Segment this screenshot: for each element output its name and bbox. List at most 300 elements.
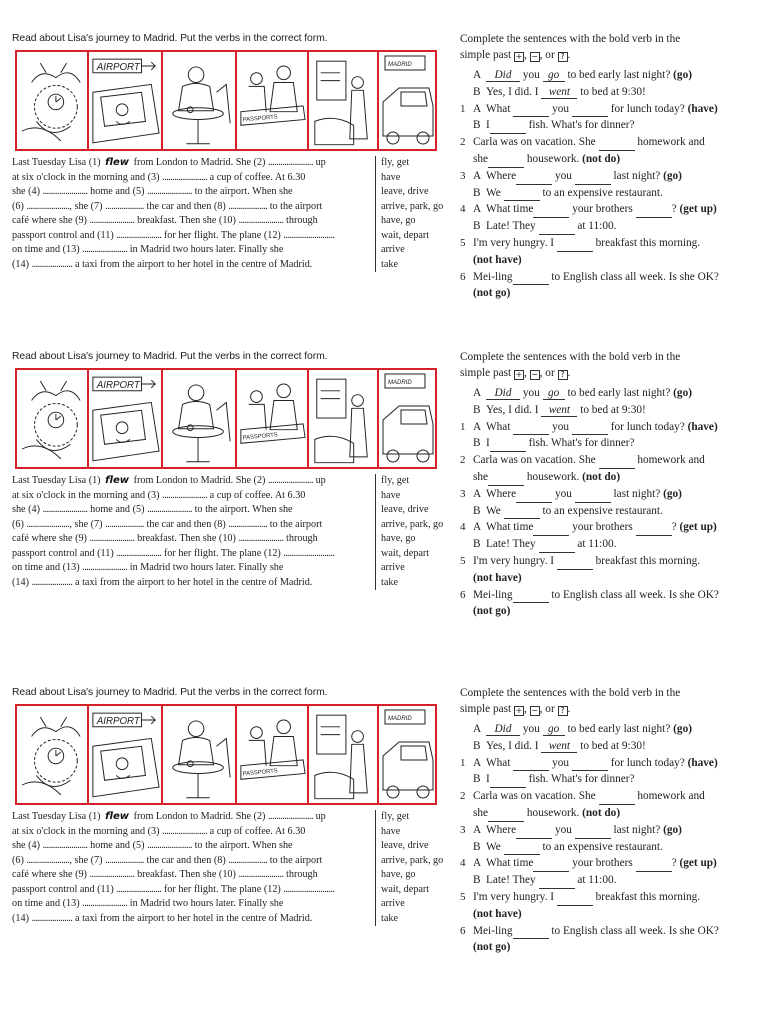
question-text: Mei-ling (473, 270, 513, 283)
airport-sign-text: AIRPORT (96, 61, 140, 73)
question-4-a (460, 519, 760, 536)
heading-line-1: Complete the sentences with the bold verb in the (460, 351, 681, 363)
question-text: you (554, 487, 572, 500)
exercise-heading (460, 350, 760, 383)
gap-7[interactable]: ................... (105, 200, 144, 212)
question-text: breakfast this morning. (595, 236, 701, 249)
story-line-3-end: to the airport. When she (194, 504, 293, 515)
example-line-b (460, 738, 760, 755)
speaker-label: B (473, 437, 481, 450)
gap-4[interactable]: ...................... (42, 504, 88, 515)
gap-8[interactable]: ................... (228, 854, 268, 866)
panel-taxi (379, 370, 435, 467)
question-number: 2 (460, 790, 466, 803)
question-number: 1 (460, 756, 466, 769)
question-text: to English class all week. Is she OK? (551, 270, 719, 283)
question-6-a (460, 269, 760, 286)
panel-taxi (379, 52, 435, 149)
speaker-label: A (473, 521, 482, 534)
question-text: fish. What's for dinner? (528, 119, 635, 132)
answer-blank[interactable] (504, 189, 540, 201)
speaker-label: B (473, 538, 481, 551)
story-line-7-end: in Madrid two hours later. Finally she (129, 898, 284, 909)
example-text: Yes, I did. I (486, 85, 539, 98)
panel-driving-car (89, 706, 163, 803)
gap-4[interactable]: ...................... (42, 186, 88, 197)
story-line-7-start: on time and (13) (12, 898, 80, 909)
gap-12[interactable]: ......................... (283, 883, 335, 895)
answer-blank[interactable] (572, 105, 608, 117)
question-5-b (460, 570, 760, 587)
question-4-a (460, 855, 760, 872)
question-text: housework. (526, 806, 580, 819)
question-box-icon: ? (558, 52, 568, 62)
answer-blank[interactable] (533, 860, 569, 872)
answer-blank[interactable] (533, 524, 569, 536)
answer-blank[interactable] (572, 759, 608, 771)
question-text: Mei-ling (473, 588, 513, 601)
story-line-3-start: she (4) (12, 840, 41, 851)
gap-6[interactable]: ..................... (26, 854, 70, 866)
question-2-a (460, 788, 760, 805)
example-text: to bed early last night? (567, 723, 671, 735)
answer-blank[interactable] (575, 173, 611, 185)
bold-verb: (go) (663, 823, 682, 836)
verb-item: take (381, 576, 398, 588)
example-answer-went: went (541, 86, 577, 99)
madrid-sign-text: MADRID (388, 380, 412, 386)
gap-8[interactable]: ................... (228, 200, 268, 212)
story-line-4-a: , she (7) (69, 518, 103, 530)
answer-blank[interactable] (636, 860, 672, 872)
question-4-a (460, 201, 760, 218)
separator: . (567, 48, 571, 61)
answer-blank[interactable] (599, 793, 635, 805)
gap-5[interactable]: ...................... (147, 504, 193, 515)
verb-item: have (381, 489, 401, 501)
answer-blank[interactable] (557, 558, 593, 570)
story-line-2-start: at six o'clock in the morning and (3) (12, 171, 160, 183)
heading-text: simple past (460, 366, 512, 379)
question-2-b (460, 151, 760, 168)
verb-item: fly, get (381, 475, 410, 486)
separator: , or (539, 48, 555, 61)
question-text: to English class all week. Is she OK? (551, 924, 719, 937)
panel-passport-control (237, 52, 309, 149)
story-line-4-a: , she (7) (69, 200, 103, 212)
gap-13[interactable]: ...................... (82, 562, 128, 573)
question-number: 5 (460, 890, 466, 903)
question-text: breakfast this morning. (595, 890, 701, 903)
question-text: for lunch today? (610, 420, 685, 433)
panel-waiting (309, 52, 379, 149)
example-line-a (460, 67, 760, 84)
speaker-label: B (473, 85, 481, 98)
story-line-8-end: a taxi from the airport to her hotel in the centre of Madrid. (75, 258, 313, 270)
answer-blank[interactable] (572, 423, 608, 435)
answer-blank[interactable] (513, 759, 549, 771)
heading-line-2 (460, 702, 760, 718)
question-text: What time (486, 857, 534, 870)
story-line-8-start: (14) (12, 912, 29, 924)
answer-blank[interactable] (575, 827, 611, 839)
answer-blank[interactable] (636, 524, 672, 536)
story-line-1-end: up (315, 475, 326, 486)
story-line-1-end: up (315, 157, 326, 168)
panel-taxi (379, 706, 435, 803)
speaker-label: A (473, 102, 482, 115)
story-line-1-middle: from London to Madrid. She (2) (133, 157, 266, 168)
bold-verb: (not have) (473, 907, 522, 920)
panel-alarm-clock (17, 706, 89, 803)
exercise-heading (460, 686, 760, 719)
question-6-b (460, 603, 760, 620)
gap-3[interactable]: ...................... (162, 489, 208, 501)
answer-blank[interactable] (557, 894, 593, 906)
verb-item: arrive (381, 562, 405, 573)
gap-9[interactable]: ...................... (89, 215, 135, 226)
bold-verb: (not do) (582, 470, 621, 483)
speaker-label: B (473, 773, 481, 786)
question-text: last night? (613, 823, 661, 836)
example-text: to bed early last night? (567, 69, 671, 81)
speaker-label: B (473, 504, 481, 517)
bold-verb: (get up) (679, 521, 717, 534)
question-5-a (460, 889, 760, 906)
speaker-label: B (473, 840, 481, 853)
story-text (12, 156, 374, 272)
gap-2[interactable]: ...................... (267, 475, 314, 486)
answer-blank[interactable] (513, 591, 549, 603)
bold-verb: (go) (673, 723, 692, 735)
question-number: 3 (460, 169, 466, 182)
example-text: Yes, I did. I (486, 403, 539, 416)
question-text: I'm very hungry. I (473, 890, 554, 903)
grammar-exercise (460, 350, 760, 620)
story-line-3-start: she (4) (12, 186, 41, 197)
speaker-label: A (473, 420, 482, 433)
panel-driving-car (89, 52, 163, 149)
reading-exercise (12, 32, 452, 270)
story-line-3-start: she (4) (12, 504, 41, 515)
separator: , (523, 366, 527, 379)
gap-5[interactable]: ...................... (147, 840, 193, 851)
question-text: ? (671, 521, 677, 534)
exercise-instruction: Read about Lisa's journey to Madrid. Put the verbs in the correct form. (12, 687, 328, 698)
answer-blank[interactable] (636, 206, 672, 218)
story-line-6-middle: for her flight. The plane (12) (163, 547, 281, 559)
question-6-b (460, 285, 760, 302)
question-text: Carla was on vacation. She (473, 136, 596, 149)
gap-8[interactable]: ................... (228, 518, 268, 530)
panel-driving-car (89, 370, 163, 467)
answer-blank[interactable] (516, 827, 552, 839)
heading-line-1: Complete the sentences with the bold verb in the (460, 33, 681, 45)
question-number: 2 (460, 136, 466, 149)
question-6-a (460, 587, 760, 604)
illustration-strip (15, 704, 437, 805)
panel-passport-control (237, 706, 309, 803)
question-text: I (486, 119, 490, 132)
question-text: your brothers (572, 203, 633, 216)
example-answer-did: Did (486, 723, 520, 736)
story-line-5-middle: breakfast. Then she (10) (137, 215, 236, 226)
panel-waiting (309, 706, 379, 803)
panel-waiting (309, 370, 379, 467)
story-line-1-start: Last Tuesday Lisa (1) (12, 157, 101, 168)
example-text: you (522, 387, 540, 399)
question-4-b (460, 536, 760, 553)
bold-verb: (get up) (679, 857, 717, 870)
question-box-icon: ? (558, 706, 568, 716)
question-text: ? (671, 203, 677, 216)
answer-blank[interactable] (488, 474, 524, 486)
gap-3[interactable]: ...................... (162, 171, 208, 183)
example-line-b (460, 84, 760, 101)
question-text: We (486, 840, 501, 853)
speaker-label: A (473, 387, 482, 399)
story-line-4-start: (6) (12, 518, 24, 530)
answer-blank[interactable] (516, 173, 552, 185)
gap-11[interactable]: ...................... (116, 547, 162, 559)
separator: , (523, 48, 527, 61)
story-line-7-end: in Madrid two hours later. Finally she (129, 562, 284, 573)
question-text: your brothers (572, 521, 633, 534)
question-text: she (473, 152, 489, 165)
verb-item: wait, depart (381, 547, 430, 559)
gap-9[interactable]: ...................... (89, 533, 135, 544)
question-2-a (460, 452, 760, 469)
verb-item: fly, get (381, 811, 410, 822)
speaker-label: B (473, 874, 481, 887)
answer-blank[interactable] (513, 423, 549, 435)
answer-blank[interactable] (504, 507, 540, 519)
speaker-label: A (473, 756, 482, 769)
illustration-strip (15, 50, 437, 151)
gap-6[interactable]: ..................... (26, 518, 70, 530)
answer-blank[interactable] (490, 122, 526, 134)
madrid-sign-text: MADRID (388, 716, 412, 722)
story-line-4-start: (6) (12, 200, 24, 212)
gap-2[interactable]: ...................... (267, 811, 314, 822)
question-text: What (486, 420, 511, 433)
answer-blank[interactable] (490, 776, 526, 788)
example-answer-went: went (541, 404, 577, 417)
gap-4[interactable]: ...................... (42, 840, 88, 851)
story-line-1-middle: from London to Madrid. She (2) (133, 475, 266, 486)
answer-blank[interactable] (599, 457, 635, 469)
example-answer-did: Did (486, 69, 520, 82)
story-text (12, 474, 374, 590)
question-text: Late! They (486, 538, 536, 551)
answer-blank[interactable] (557, 240, 593, 252)
verb-item: wait, depart (381, 883, 430, 895)
answer-blank[interactable] (504, 843, 540, 855)
story-line-4-end: to the airport (269, 854, 323, 866)
answer-blank[interactable] (533, 206, 569, 218)
story-line-8-start: (14) (12, 258, 29, 270)
panel-alarm-clock (17, 370, 89, 467)
question-text: housework. (526, 152, 580, 165)
story-line-6-middle: for her flight. The plane (12) (163, 229, 281, 241)
story-line-7-end: in Madrid two hours later. Finally she (129, 244, 284, 255)
answer-blank[interactable] (539, 877, 575, 889)
exercise-heading (460, 32, 760, 65)
heading-text: simple past (460, 48, 512, 61)
question-3-b (460, 503, 760, 520)
gap-3[interactable]: ...................... (162, 825, 208, 837)
question-1-b (460, 771, 760, 788)
speaker-label: A (473, 69, 482, 81)
worksheet-copy-1 (0, 32, 768, 362)
gap-6[interactable]: ..................... (26, 200, 70, 212)
answer-blank[interactable] (513, 927, 549, 939)
gap-2[interactable]: ...................... (267, 157, 314, 168)
gap-10[interactable]: ...................... (238, 533, 284, 544)
gap-12[interactable]: ......................... (283, 229, 335, 241)
answer-blank[interactable] (575, 491, 611, 503)
question-text: Late! They (486, 874, 536, 887)
story-line-8-end: a taxi from the airport to her hotel in the centre of Madrid. (75, 576, 313, 588)
gap-7[interactable]: ................... (105, 518, 144, 530)
question-5-b (460, 906, 760, 923)
verb-item: arrive, park, go (381, 854, 444, 866)
airport-sign-text: AIRPORT (96, 715, 140, 727)
gap-14[interactable]: .................... (31, 912, 73, 924)
gap-14[interactable]: .................... (31, 576, 73, 588)
question-text: What time (486, 521, 534, 534)
story-line-8-start: (14) (12, 576, 29, 588)
speaker-label: B (473, 739, 481, 752)
question-text: ? (671, 857, 677, 870)
answer-blank[interactable] (516, 491, 552, 503)
story-line-7-start: on time and (13) (12, 244, 80, 255)
question-text: Late! They (486, 220, 536, 233)
story-line-3-middle: home and (5) (90, 840, 145, 851)
question-text: What (486, 756, 511, 769)
speaker-label: B (473, 119, 481, 132)
question-text: homework and (637, 136, 705, 149)
question-1-b (460, 117, 760, 134)
example-text: to bed at 9:30! (580, 739, 646, 752)
answer-blank[interactable] (513, 273, 549, 285)
gap-5[interactable]: ...................... (147, 186, 193, 197)
speaker-label: A (473, 823, 482, 836)
bold-verb: (not do) (582, 152, 621, 165)
question-4-b (460, 872, 760, 889)
bold-verb: (not go) (473, 941, 511, 954)
story-line-5-middle: breakfast. Then she (10) (137, 533, 236, 544)
example-line-b (460, 402, 760, 419)
example-answer-went: went (541, 740, 577, 753)
question-number: 4 (460, 521, 466, 534)
verb-list (375, 810, 455, 926)
separator: , or (539, 702, 555, 715)
gap-11[interactable]: ...................... (116, 883, 162, 895)
verb-item: arrive (381, 244, 405, 255)
airport-sign-text: AIRPORT (96, 379, 140, 391)
heading-text: simple past (460, 702, 512, 715)
question-text: Carla was on vacation. She (473, 790, 596, 803)
verb-item: have, go (381, 533, 416, 544)
question-4-b (460, 218, 760, 235)
gap-10[interactable]: ...................... (238, 869, 284, 880)
gap-14[interactable]: .................... (31, 258, 73, 270)
story-line-2-end: a cup of coffee. At 6.30 (209, 825, 306, 837)
heading-line-2 (460, 48, 760, 64)
story-line-3-end: to the airport. When she (194, 840, 293, 851)
verb-item: have, go (381, 869, 416, 880)
story-line-5-start: café where she (9) (12, 533, 87, 544)
gap-13[interactable]: ...................... (82, 244, 128, 255)
gap-10[interactable]: ...................... (238, 215, 284, 226)
question-2-b (460, 805, 760, 822)
answer-blank[interactable] (513, 105, 549, 117)
question-text: I'm very hungry. I (473, 554, 554, 567)
question-text: We (486, 504, 501, 517)
verb-item: wait, depart (381, 229, 430, 241)
bold-verb: (not go) (473, 605, 511, 618)
speaker-label: B (473, 186, 481, 199)
gap-9[interactable]: ...................... (89, 869, 135, 880)
separator: . (567, 366, 571, 379)
gap-7[interactable]: ................... (105, 854, 144, 866)
question-text: for lunch today? (610, 756, 685, 769)
question-text: you (552, 756, 570, 769)
example-text: to bed early last night? (567, 387, 671, 399)
answer-blank[interactable] (599, 139, 635, 151)
question-text: to an expensive restaurant. (542, 504, 663, 517)
verb-item: have, go (381, 215, 416, 226)
answer-blank[interactable] (490, 440, 526, 452)
story-line-5-end: through (286, 533, 318, 544)
answer-blank[interactable] (488, 810, 524, 822)
question-text: to an expensive restaurant. (542, 840, 663, 853)
question-5-a (460, 235, 760, 252)
example-text: you (522, 69, 540, 81)
question-text: breakfast this morning. (595, 554, 701, 567)
answer-blank[interactable] (539, 541, 575, 553)
gap-11[interactable]: ...................... (116, 229, 162, 241)
example-line-a (460, 721, 760, 738)
story-line-5-start: café where she (9) (12, 869, 87, 880)
question-text: I (486, 437, 490, 450)
illustration-strip (15, 368, 437, 469)
question-text: fish. What's for dinner? (528, 437, 635, 450)
question-3-a (460, 822, 760, 839)
bold-verb: (have) (687, 102, 718, 115)
gap-13[interactable]: ...................... (82, 898, 128, 909)
story-line-1-start: Last Tuesday Lisa (1) (12, 475, 101, 486)
story-line-4-b: the car and then (8) (146, 518, 226, 530)
question-text: to an expensive restaurant. (542, 186, 663, 199)
question-text: your brothers (572, 857, 633, 870)
gap-12[interactable]: ......................... (283, 547, 335, 559)
answer-blank[interactable] (539, 223, 575, 235)
example-text: Yes, I did. I (486, 739, 539, 752)
question-box-icon: ? (558, 370, 568, 380)
story-line-4-a: , she (7) (69, 854, 103, 866)
story-line-6-start: passport control and (11) (12, 229, 114, 241)
speaker-label: B (473, 403, 481, 416)
question-text: for lunch today? (610, 102, 685, 115)
verb-item: have (381, 171, 401, 183)
story-line-1-end: up (315, 811, 326, 822)
answer-blank[interactable] (488, 156, 524, 168)
question-text: at 11:00. (577, 220, 617, 233)
question-number: 6 (460, 588, 466, 601)
heading-line-2 (460, 366, 760, 382)
